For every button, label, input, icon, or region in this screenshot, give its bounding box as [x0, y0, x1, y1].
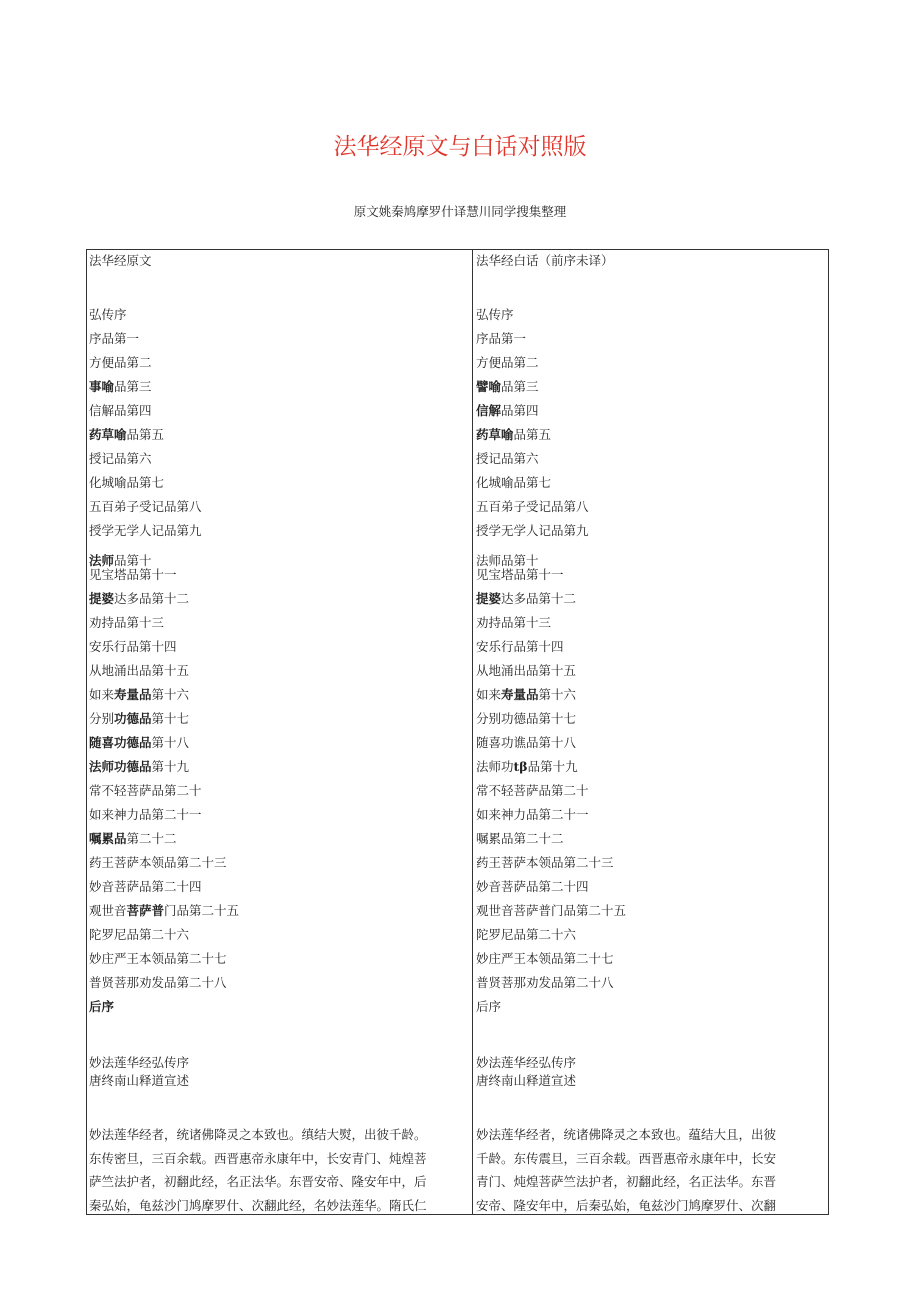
chapter-title	[476, 831, 564, 846]
paragraph-line: 千龄。东传震旦，三百余载。西晋惠帝永康年中，长安	[476, 1150, 777, 1166]
chapter-title-emphasis: 寿量品	[114, 687, 152, 702]
right-column-header: 法华经白话（前序未译）	[476, 253, 614, 268]
chapter-title-text: 药王菩萨本领品第二十三	[476, 855, 614, 870]
column-divider	[472, 249, 473, 1215]
chapter-title-prefix: 分别	[89, 711, 115, 726]
left-hongchuanxu-heading: 弘传序	[89, 307, 127, 322]
chapter-title	[476, 663, 576, 678]
chapter-title-emphasis: 法师	[89, 553, 115, 568]
chapter-title-text: 陀罗尼品第二十六	[476, 927, 577, 942]
chapter-title	[476, 591, 576, 606]
chapter-title-text: 观世音菩萨普门品第二十五	[476, 903, 627, 918]
paragraph-line: 萨竺法护者，初翻此经，名正法华。东晋安帝、隆安年中，后	[89, 1174, 427, 1189]
chapter-title	[476, 975, 614, 990]
chapter-title-text: 品第十	[114, 553, 152, 568]
chapter-title-text: 随喜功谯品第十八	[476, 735, 577, 750]
chapter-title-text: 五百弟子受记品第八	[89, 499, 202, 514]
chapter-title-text: 第十八	[151, 735, 190, 750]
chapter-title-prefix: 如来	[89, 687, 115, 702]
chapter-title-emphasis: 菩萨普	[126, 903, 165, 918]
chapter-title-text: 妙音菩萨品第二十四	[89, 879, 202, 894]
right-preface-author: 唐终南山释道宣述	[476, 1073, 577, 1088]
chapter-title-text: 第十六	[538, 687, 577, 702]
chapter-title-emphasis: 药草喻	[89, 427, 127, 442]
chapter-title-text: 方便品第二	[89, 355, 152, 370]
chapter-title-text: 分别功德品第十七	[476, 711, 577, 726]
chapter-title	[476, 783, 589, 798]
chapter-title-text: 见宝塔品第十一	[89, 567, 177, 582]
chapter-title-text: 后序	[476, 999, 502, 1014]
chapter-title	[476, 855, 614, 870]
chapter-title-text: 授学无学人记品第九	[476, 523, 589, 538]
chapter-title-emphasis: 事喻	[89, 379, 115, 394]
chapter-title-prefix: 观世音	[89, 903, 127, 918]
chapter-title	[476, 927, 576, 942]
chapter-title-emphasis: 寿量品	[501, 687, 539, 702]
chapter-title-emphasis: 譬喻	[476, 379, 502, 394]
left-preface-title: 妙法莲华经弘传序	[89, 1055, 190, 1070]
chapter-title-text: 药王菩萨本领品第二十三	[89, 855, 227, 870]
chapter-title-text: 信解品第四	[89, 403, 152, 418]
paragraph-line: 妙法莲华经者，统诸佛降灵之本致也。缜结大熨，出彼千龄。	[89, 1127, 427, 1142]
chapter-title	[476, 451, 539, 466]
chapter-title	[476, 331, 526, 346]
chapter-title-text: 第二十二	[126, 831, 177, 846]
chapter-title-text: 劝持品第十三	[89, 615, 165, 630]
chapter-title-text: 普贤菩那劝发品第二十八	[476, 975, 614, 990]
paragraph-line: 青门、炖煌菩萨竺法护者，初翻此经，名正法华。东晋	[476, 1174, 777, 1189]
document-title: 法华经原文与白话对照版	[333, 134, 587, 160]
chapter-title	[476, 951, 614, 966]
chapter-title-emphasis: 随喜功德品	[89, 735, 152, 750]
chapter-title-emphasis: 药草喻	[476, 427, 514, 442]
chapter-title-text: 妙音菩萨品第二十四	[476, 879, 589, 894]
chapter-title-text: 如来神力品第二十一	[89, 807, 202, 822]
chapter-title-text: 门品第二十五	[164, 903, 240, 918]
chapter-title	[476, 807, 589, 822]
chapter-title-text: 序品第一	[89, 331, 140, 346]
paragraph-line: 秦弘始，龟兹沙门鸠摩罗什、次翻此经，名妙法莲华。隋氏仁	[89, 1197, 427, 1213]
chapter-title-text: 化城喻品第七	[476, 475, 552, 490]
chapter-title-emphasis: 后序	[89, 999, 115, 1014]
chapter-title-text: 常不轻菩萨品第二十	[476, 783, 589, 798]
right-preface-paragraph	[476, 1123, 776, 1217]
chapter-title-text: 化城喻品第七	[89, 475, 165, 490]
chapter-title-emphasis: 信解	[476, 403, 502, 418]
chapter-title-text: 品第五	[513, 427, 552, 442]
right-preface-title: 妙法莲华经弘传序	[476, 1055, 577, 1070]
chapter-title-text: 普贤菩那劝发品第二十八	[89, 975, 227, 990]
paragraph-line: 妙法莲华经者，统诸佛降灵之本致也。蕴结大且，出彼	[476, 1127, 777, 1142]
chapter-title	[476, 903, 626, 918]
chapter-title-text: 从地涌出品第十五	[476, 663, 577, 678]
paragraph-line: 安帝、隆安年中，后秦弘始，龟兹沙门鸠摩罗什、次翻	[476, 1197, 777, 1213]
chapter-title	[476, 711, 576, 726]
chapter-title-text: 妙庄严王本领品第二十七	[89, 951, 227, 966]
chapter-title	[476, 553, 539, 568]
chapter-title	[476, 759, 578, 774]
chapter-title	[476, 475, 551, 490]
chapter-title-text: 见宝塔品第十一	[476, 567, 564, 582]
chapter-title-text: 品第三	[114, 379, 152, 394]
chapter-title-text: 第十九	[151, 759, 190, 774]
chapter-title	[476, 403, 539, 418]
chapter-title-text: 品第十九	[527, 759, 578, 774]
chapter-title-text: 安乐行品第十四	[476, 639, 564, 654]
vernacular-text-column	[87, 250, 828, 1214]
chapter-title-text: 第十七	[151, 711, 190, 726]
paragraph-line: 东传密旦，三百余载。西晋惠帝永康年中，长安青门、炖煌菩	[89, 1150, 427, 1166]
chapter-title-text: 品第五	[126, 427, 165, 442]
chapter-title-emphasis: 嘱累品	[89, 831, 127, 846]
chapter-title-text: 序品第一	[476, 331, 527, 346]
chapter-title-text: 第十六	[151, 687, 190, 702]
chapter-title-text: 授学无学人记品第九	[89, 523, 202, 538]
chapter-title-emphasis: 提婆	[476, 591, 502, 606]
chapter-title	[476, 639, 564, 654]
chapter-title-text: 授记品第六	[89, 451, 152, 466]
chapter-title	[476, 523, 589, 538]
chapter-title	[476, 379, 539, 394]
chapter-title	[476, 615, 551, 630]
chapter-title-emphasis: 法师功德品	[89, 759, 152, 774]
chapter-title-text: 劝持品第十三	[476, 615, 552, 630]
chapter-title	[476, 427, 551, 442]
chapter-title	[476, 735, 576, 750]
chapter-title	[476, 879, 589, 894]
chapter-title-emphasis: 提婆	[89, 591, 115, 606]
chapter-title-text: 从地涌出品第十五	[89, 663, 190, 678]
document-subtitle: 原文姚秦鸠摩罗什译慧川同学搜集整理	[353, 204, 567, 219]
chapter-title-text: 达多品第十二	[114, 591, 190, 606]
chapter-title-text: 授记品第六	[476, 451, 539, 466]
chapter-title-text: 嘱累品第二十二	[476, 831, 564, 846]
left-preface-author: 唐终南山释道宣述	[89, 1073, 190, 1088]
comparison-table	[86, 249, 829, 1215]
chapter-title	[476, 687, 576, 702]
chapter-title-emphasis: 功德品	[114, 711, 152, 726]
left-column-header: 法华经原文	[89, 253, 152, 268]
chapter-title-text: 常不轻菩萨品第二十	[89, 783, 202, 798]
chapter-title	[476, 499, 589, 514]
chapter-title	[476, 567, 564, 582]
chapter-title-emphasis: tβ	[513, 759, 528, 774]
chapter-title-text: 妙庄严王本领品第二十七	[476, 951, 614, 966]
chapter-title	[476, 355, 539, 370]
chapter-title-prefix: 如来	[476, 687, 502, 702]
chapter-title-text: 法师品第十	[476, 553, 539, 568]
chapter-title-text: 品第四	[501, 403, 539, 418]
chapter-title-text: 陀罗尼品第二十六	[89, 927, 190, 942]
chapter-title-text: 品第三	[501, 379, 539, 394]
chapter-title-text: 达多品第十二	[501, 591, 577, 606]
chapter-title-text: 如来神力品第二十一	[476, 807, 589, 822]
chapter-title-text: 安乐行品第十四	[89, 639, 177, 654]
chapter-title	[476, 999, 501, 1014]
chapter-title-prefix: 法师功	[476, 759, 514, 774]
chapter-title-text: 方便品第二	[476, 355, 539, 370]
right-hongchuanxu-heading: 弘传序	[476, 307, 514, 322]
chapter-title-text: 五百弟子受记品第八	[476, 499, 589, 514]
